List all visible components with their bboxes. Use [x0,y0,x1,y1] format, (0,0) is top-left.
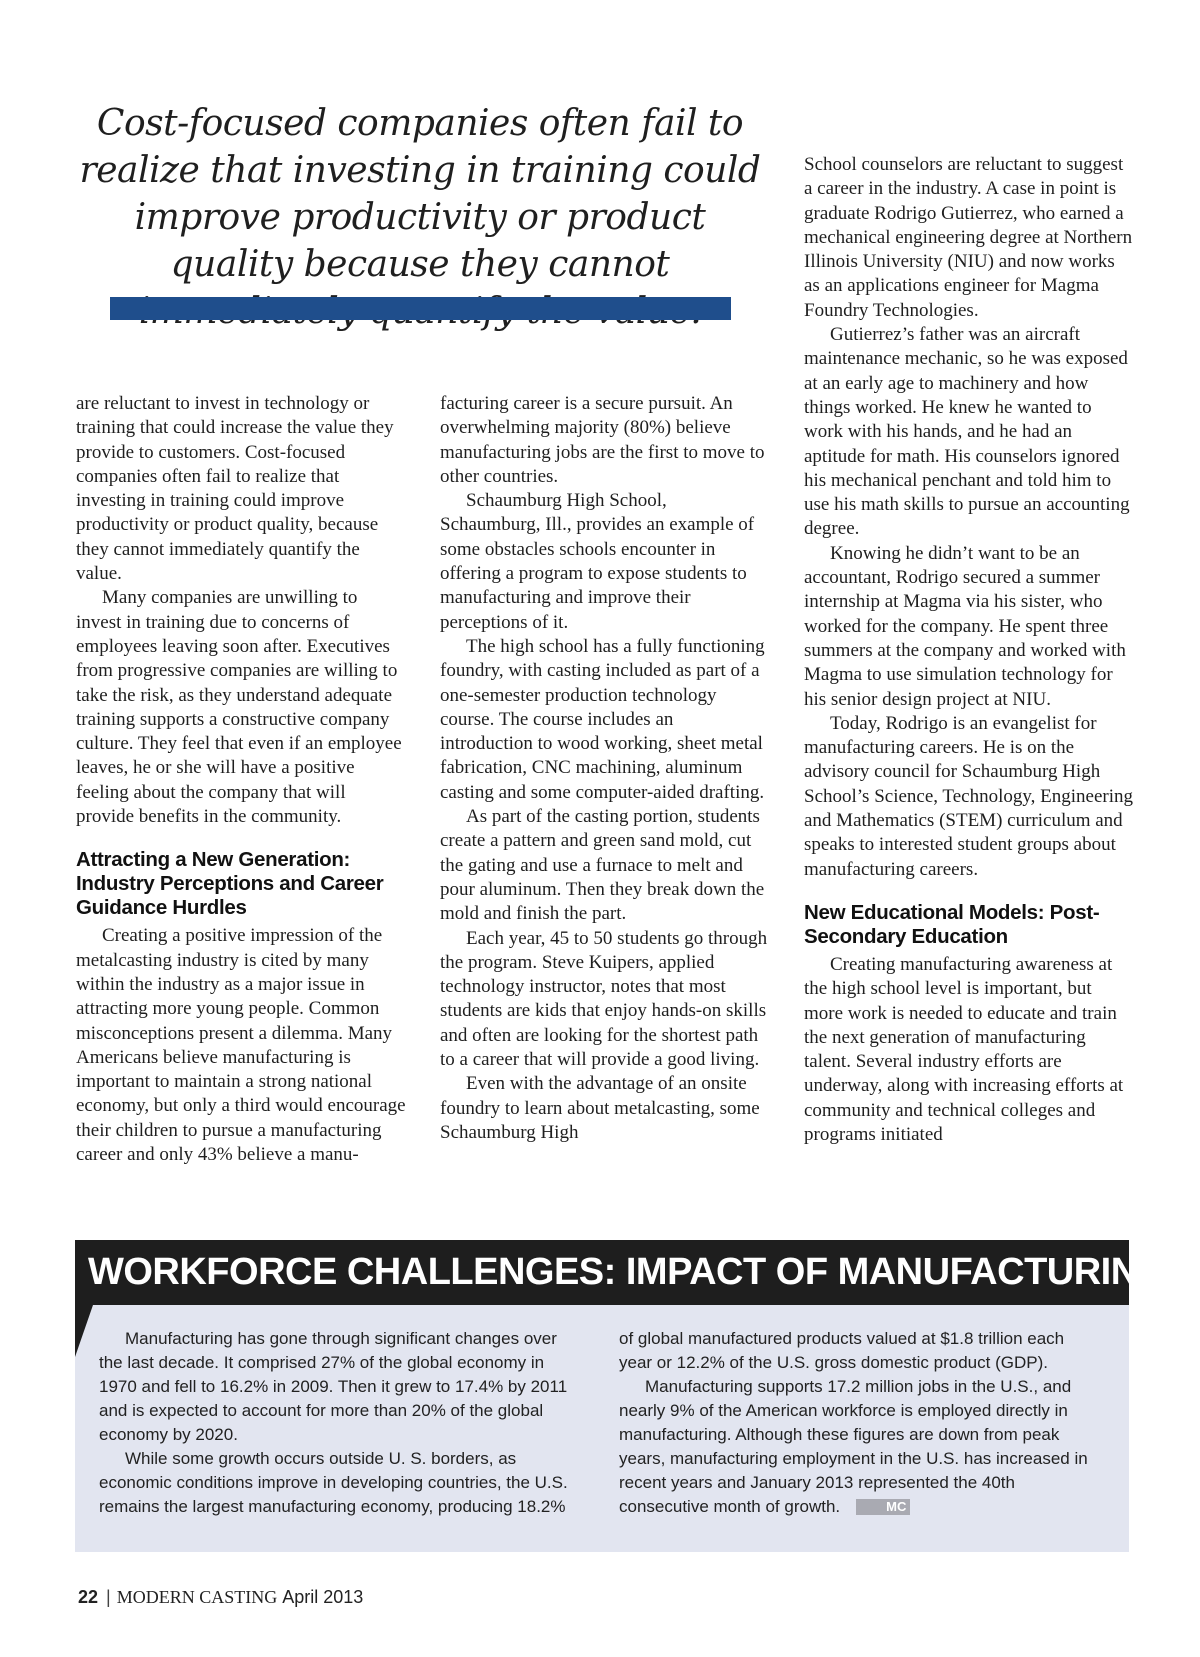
sidebar-paragraph-last [619,1375,1099,1519]
mc-end-badge: MC [856,1499,910,1515]
pull-quote-rule [110,297,731,320]
article-column-1 [76,392,406,1167]
paragraph: Each year, 45 to 50 students go through the program. Steve Kuipers, applied technology instructor, notes that most students are kids that enjoy hands-on skills and often are looking for the shortest path to a career that will provide a good living. [440,927,768,1071]
paragraph: Many companies are unwilling to invest in training due to concerns of employees leaving soon after. Executives from progressive companies are willing to take the risk, as they understand adequate training supports a constructive company culture. They feel that even if an employee leaves, he or she will have a positive feeling about the company that will provide benefits in the community. [76,587,402,828]
article-column-2 [440,392,770,1145]
issue-date: April 2013 [282,1587,364,1607]
page-footer [78,1587,363,1608]
sidebar-column-2 [619,1327,1099,1519]
magazine-name: MODERN CASTING [116,1587,278,1607]
page-number: 22 [78,1587,99,1607]
section-heading: New Educational Models: Post-Secondary Education [804,900,1100,948]
paragraph: Gutierrez’s father was an aircraft maintenance mechanic, so he was exposed at an early age to machinery and how things worked. He knew he wanted to work with his hands, and he had an aptitude for math. His counselors ignored his mechanical penchant and told him to use his math skills to pursue an accounting degree. [804,324,1130,540]
paragraph: Even with the advantage of an onsite foundry to learn about metalcasting, some Schaumburg High [440,1073,760,1143]
paragraph: are reluctant to invest in technology or training that could increase the value they provide to customers. Cost-focused companies often fail to realize that investing in training could improve productivity or product quality, because they cannot immediately quantify the value. [76,393,394,585]
sidebar-header-notch [75,1305,93,1357]
paragraph: The high school has a fully functioning foundry, with casting included as part of a one-semester production technology course. The course includes an introduction to wood working, sheet metal fabrication, CNC machining, aluminum casting and some computer-aided drafting. [440,635,765,803]
paragraph: Creating manufacturing awareness at the high school level is important, but more work is needed to educate and train the next generation of manufacturing talent. Several industry efforts are underway, along with increasing efforts at community and technical colleges and programs initiated [804,953,1124,1145]
paragraph: School counselors are reluctant to suggest a career in the industry. A case in point is graduate Rodrigo Gutierrez, who earned a mechanical engineering degree at Northern Illinois University (NIU) and now works as an applications engineer for Magma Foundry Technologies. [804,154,1133,321]
sidebar-title: WORKFORCE CHALLENGES: IMPACT OF MANUFACTURING [88,1251,1167,1293]
sidebar-paragraph: While some growth occurs outside U. S. borders, as economic conditions improve in developing countries, the U.S. remains the largest manufacturing economy, producing 18.2% [99,1449,568,1516]
article-column-3 [804,153,1134,1147]
sidebar-column-1 [99,1327,579,1519]
paragraph: facturing career is a secure pursuit. An overwhelming majority (80%) believe manufacturing jobs are the first to move to other countries. [440,393,765,487]
paragraph: As part of the casting portion, students create a pattern and green sand mold, cut the gating and use a furnace to melt and pour aluminum. Then they break down the mold and finish the part. [440,806,765,925]
paragraph: Creating a positive impression of the metalcasting industry is cited by many within the industry as a major issue in attracting more young people. Common misconceptions present a dilemma. Many Americans believe manufacturing is important to maintain a strong national economy, but only a third would encourage their children to pursue a manufacturing career and only 43% believe a manu- [76,925,406,1166]
section-heading: Attracting a New Generation: Industry Perceptions and Career Guidance Hurdles [76,848,384,920]
sidebar-paragraph-text: Manufacturing supports 17.2 million jobs in the U.S., and nearly 9% of the American workforce is employed directly in manufacturing. Although these figures are down from peak years, manufacturing employment in the U.S. has increased in recent years and January 2013 represented the 40th consecutive month of growth. [619,1377,1088,1516]
paragraph: Schaumburg High School, Schaumburg, Ill., provides an example of some obstacles schools encounter in offering a program to expose students to manufacturing and improve their perceptions of it. [440,490,755,633]
paragraph: Knowing he didn’t want to be an accountant, Rodrigo secured a summer internship at Magma via his sister, who worked for the company. He spent three summers at the company and worked with Magma to use simulation technology for his senior design project at NIU. [804,542,1126,710]
pull-quote: Cost-focused companies often fail to realize that investing in training could improve productivity or product quality because they cannot [79,103,761,285]
sidebar-paragraph: Manufacturing has gone through significant changes over the last decade. It comprised 27% of the global economy in 1970 and fell to 16.2% in 2009. Then it grew to 17.4% by 2011 and is expected to account for more than 20% of the global economy by 2020. [99,1329,568,1444]
sidebar-paragraph: of global manufactured products valued at $1.8 trillion each year or 12.2% of the U.S. gross domestic product (GDP). [619,1329,1065,1372]
footer-separator: | [106,1587,111,1607]
paragraph: Today, Rodrigo is an evangelist for manufacturing careers. He is on the advisory council for Schaumburg High School’s Science, Technology, Engineering and Mathematics (STEM) curriculum and speaks to interested student groups about manufacturing careers. [804,712,1133,880]
